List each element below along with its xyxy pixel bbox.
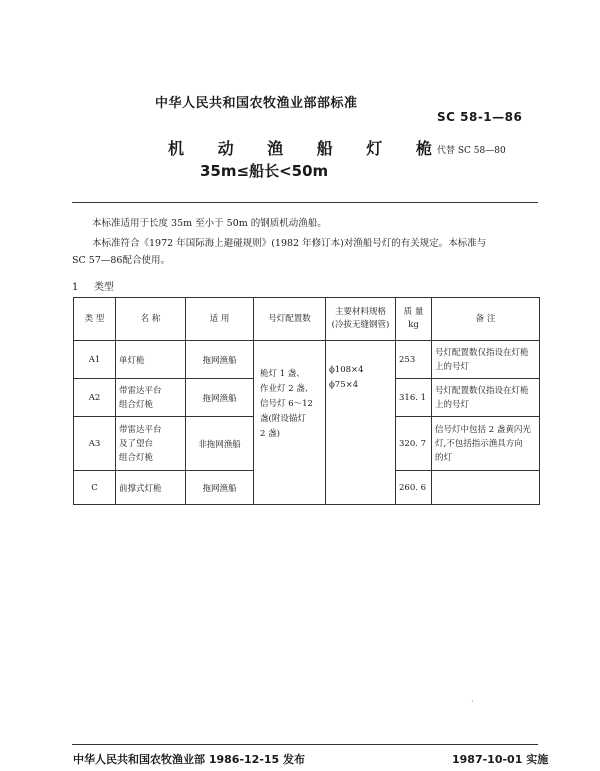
header-divider	[72, 202, 538, 203]
cell-type: A1	[74, 341, 116, 379]
header-usage: 适 用	[186, 298, 254, 341]
cell-usage: 拖网渔船	[186, 471, 254, 505]
cell-remarks: 号灯配置数仅指设在灯桅 上的号灯	[432, 341, 540, 379]
issuing-authority: 中华人民共和国农牧渔业部部标准	[155, 96, 358, 111]
footer-divider	[72, 744, 538, 745]
standard-code: SC 58-1—86	[437, 110, 523, 124]
cell-name: 单灯桅	[116, 341, 186, 379]
section-number: 1	[72, 282, 79, 293]
header-type: 类 型	[74, 298, 116, 341]
cell-name: 带雷达平台 组合灯桅	[116, 379, 186, 417]
cell-type: A2	[74, 379, 116, 417]
effective-date: 1987-10-01 实施	[452, 753, 549, 766]
document-title: 机 动 渔 船 灯 桅	[168, 139, 446, 158]
table-row	[74, 341, 540, 379]
cell-mass: 320. 7	[396, 417, 432, 471]
cell-type: A3	[74, 417, 116, 471]
cell-remarks: 信号灯中包括 2 盏黄闪光 灯,不包括指示渔具方向 的灯	[432, 417, 540, 471]
header-material: 主要材料规格 (冷拔无缝钢管)	[326, 298, 396, 341]
cell-usage: 拖网渔船	[186, 379, 254, 417]
cell-remarks	[432, 471, 540, 505]
cell-type: C	[74, 471, 116, 505]
section-title: 类型	[94, 282, 114, 293]
header-lights: 号灯配置数	[254, 298, 326, 341]
section-heading	[72, 278, 114, 293]
compliance-paragraph: 本标准符合《1972 年国际海上避碰规则》(1982 年修订本)对渔船号灯的有关规定。本标准与	[92, 238, 487, 249]
cell-mass: 260. 6	[396, 471, 432, 505]
issue-date: 中华人民共和国农牧渔业部 1986-12-15 发布	[73, 753, 306, 766]
document-subtitle: 35m≤船长<50m	[200, 162, 329, 180]
compliance-paragraph-continued: SC 57—86配合使用。	[72, 255, 170, 266]
cell-usage: 非拖网渔船	[186, 417, 254, 471]
header-mass: 质 量 kg	[396, 298, 432, 341]
cell-usage: 拖网渔船	[186, 341, 254, 379]
scan-speck: ·	[471, 697, 474, 706]
cell-mass: 316. 1	[396, 379, 432, 417]
header-name: 名 称	[116, 298, 186, 341]
cell-lights-merged: 桅灯 1 盏、 作业灯 2 盏、 信号灯 6～12 盏(附设锚灯 2 盏)	[254, 341, 326, 505]
cell-remarks: 号灯配置数仅指设在灯桅 上的号灯	[432, 379, 540, 417]
table-header-row	[74, 298, 540, 341]
header-remarks: 备 注	[432, 298, 540, 341]
mast-types-table	[73, 297, 540, 505]
cell-name: 前撑式灯桅	[116, 471, 186, 505]
scope-paragraph: 本标准适用于长度 35m 至小于 50m 的钢质机动渔船。	[92, 218, 327, 229]
cell-name: 带雷达平台 及了望台 组合灯桅	[116, 417, 186, 471]
replaces-standard: 代替 SC 58—80	[437, 146, 506, 156]
cell-material-merged: ϕ108×4 ϕ75×4	[326, 341, 396, 505]
cell-mass: 253	[396, 341, 432, 379]
